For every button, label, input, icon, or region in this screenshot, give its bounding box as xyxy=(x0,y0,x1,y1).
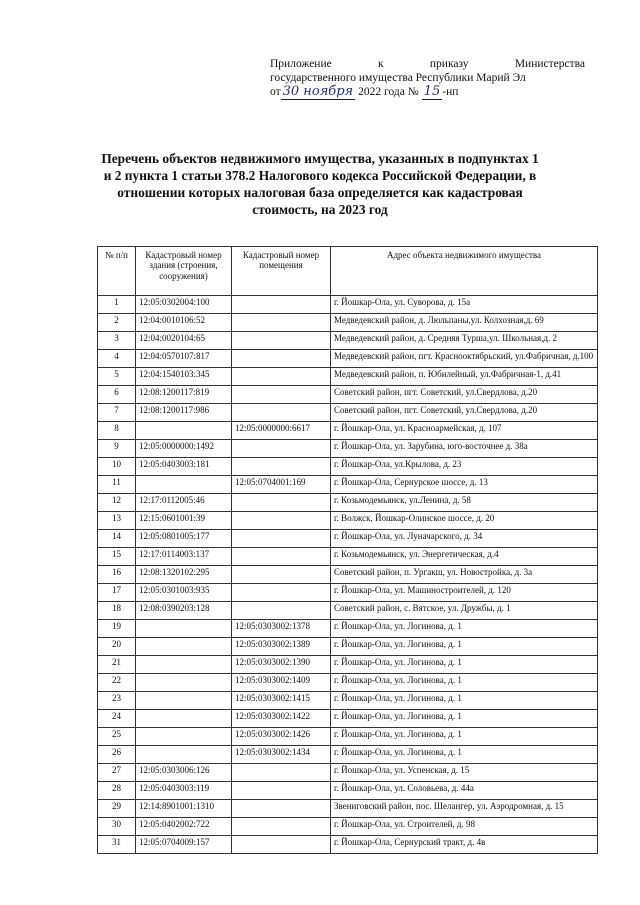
document-title: Перечень объектов недвижимого имущества, указанных в подпунктах 1 и 2 пункта 1 статьи 378.2 Налогового кодекса Российской Федерации, в отношении которых налоговая база определяется как кадастровая стоимость, на 2023 год xyxy=(101,151,539,217)
handwritten-date: 30 ноября xyxy=(282,84,354,99)
table-row xyxy=(98,674,598,692)
premises-cadastral: 12:05:0303002:1415 xyxy=(232,692,331,710)
address: Советский район, пгт. Советский, ул.Свердлова, д.20 xyxy=(331,386,598,404)
address: Советский район, п. Ургакш, ул. Новостройка, д. 3а xyxy=(331,566,598,584)
row-number: 22 xyxy=(98,674,136,692)
premises-cadastral xyxy=(232,314,331,332)
premises-cadastral xyxy=(232,404,331,422)
header-premises-cadastral: Кадастровый номер помещения xyxy=(232,247,331,296)
address: г. Йошкар-Ола, Сернурский тракт, д. 4в xyxy=(331,836,598,854)
address: г. Йошкар-Ола, ул. Логинова, д. 1 xyxy=(331,692,598,710)
appendix-word: к xyxy=(378,58,384,70)
row-number: 28 xyxy=(98,782,136,800)
address: г. Йошкар-Ола, ул. Соловьева, д. 44а xyxy=(331,782,598,800)
address: г. Йошкар-Ола, Сернурское шоссе, д. 13 xyxy=(331,476,598,494)
row-number: 29 xyxy=(98,800,136,818)
building-cadastral xyxy=(136,638,232,656)
premises-cadastral xyxy=(232,440,331,458)
building-cadastral: 12:08:1320102:295 xyxy=(136,566,232,584)
building-cadastral: 12:08:1200117:819 xyxy=(136,386,232,404)
row-number: 24 xyxy=(98,710,136,728)
premises-cadastral xyxy=(232,296,331,314)
building-cadastral: 12:08:1200117:986 xyxy=(136,404,232,422)
table-row xyxy=(98,764,598,782)
premises-cadastral xyxy=(232,350,331,368)
header-building-cadastral: Кадастровый номер здания (строения, сооружения) xyxy=(136,247,232,296)
address: г. Йошкар-Ола, ул. Логинова, д. 1 xyxy=(331,638,598,656)
building-cadastral xyxy=(136,710,232,728)
table-row xyxy=(98,404,598,422)
appendix-word: Приложение xyxy=(270,58,332,70)
table-row xyxy=(98,836,598,854)
premises-cadastral xyxy=(232,332,331,350)
row-number: 7 xyxy=(98,404,136,422)
building-cadastral: 12:04:0010106:52 xyxy=(136,314,232,332)
table-row xyxy=(98,332,598,350)
appendix-suffix: -нп xyxy=(442,86,459,98)
header-number: № п/п xyxy=(98,247,136,296)
building-cadastral xyxy=(136,620,232,638)
address: г. Йошкар-Ола, ул. Зарубина, юго-восточнее д. 38а xyxy=(331,440,598,458)
table-row xyxy=(98,620,598,638)
premises-cadastral: 12:05:0303002:1409 xyxy=(232,674,331,692)
address: г. Волжск, Йошкар-Олинское шоссе, д. 20 xyxy=(331,512,598,530)
table-row xyxy=(98,584,598,602)
row-number: 6 xyxy=(98,386,136,404)
building-cadastral: 12:08:0390203:128 xyxy=(136,602,232,620)
row-number: 1 xyxy=(98,296,136,314)
table-row xyxy=(98,350,598,368)
row-number: 4 xyxy=(98,350,136,368)
table-row xyxy=(98,656,598,674)
address: Медведевский район, пгт. Краснооктябрьский, ул.Фабричная, д.100 xyxy=(331,350,598,368)
table-row xyxy=(98,728,598,746)
building-cadastral: 12:05:0704009:157 xyxy=(136,836,232,854)
premises-cadastral: 12:05:0303002:1422 xyxy=(232,710,331,728)
appendix-block xyxy=(270,57,585,100)
table-row xyxy=(98,368,598,386)
address: г. Йошкар-Ола, ул.Крылова, д. 23 xyxy=(331,458,598,476)
premises-cadastral: 12:05:0704001:169 xyxy=(232,476,331,494)
premises-cadastral xyxy=(232,458,331,476)
address: г. Йошкар-Ола, ул. Логинова, д. 1 xyxy=(331,620,598,638)
appendix-word: приказу xyxy=(429,58,469,70)
address: г. Йошкар-Ола, ул. Луначарского, д. 34 xyxy=(331,530,598,548)
table-row xyxy=(98,602,598,620)
building-cadastral: 12:05:0301003:935 xyxy=(136,584,232,602)
address: Советский район, с. Вятское, ул. Дружбы, д. 1 xyxy=(331,602,598,620)
building-cadastral xyxy=(136,422,232,440)
premises-cadastral xyxy=(232,584,331,602)
building-cadastral: 12:05:0303006:126 xyxy=(136,764,232,782)
premises-cadastral xyxy=(232,548,331,566)
address: г. Йошкар-Ола, ул. Логинова, д. 1 xyxy=(331,746,598,764)
building-cadastral xyxy=(136,728,232,746)
table-row xyxy=(98,782,598,800)
row-number: 14 xyxy=(98,530,136,548)
table-header-row xyxy=(98,247,598,296)
building-cadastral: 12:05:0302004:100 xyxy=(136,296,232,314)
row-number: 18 xyxy=(98,602,136,620)
address: Медведевский район, д. Средняя Турша,ул. Школьная,д. 2 xyxy=(331,332,598,350)
row-number: 16 xyxy=(98,566,136,584)
appendix-line-2: государственного имущества Республики Марий Эл xyxy=(270,72,526,84)
table-row xyxy=(98,530,598,548)
row-number: 20 xyxy=(98,638,136,656)
premises-cadastral xyxy=(232,602,331,620)
table-row xyxy=(98,314,598,332)
building-cadastral: 12:14:8901001:1310 xyxy=(136,800,232,818)
building-cadastral xyxy=(136,476,232,494)
building-cadastral xyxy=(136,656,232,674)
building-cadastral: 12:05:0000000:1492 xyxy=(136,440,232,458)
premises-cadastral: 12:05:0303002:1378 xyxy=(232,620,331,638)
address: Медведевский район, п. Юбилейный, ул.Фабричная-1, д.41 xyxy=(331,368,598,386)
row-number: 10 xyxy=(98,458,136,476)
address: г. Йошкар-Ола, ул. Логинова, д. 1 xyxy=(331,728,598,746)
address: г. Йошкар-Ола, ул. Строителей, д. 98 xyxy=(331,818,598,836)
table-row xyxy=(98,476,598,494)
building-cadastral: 12:17:0114003:137 xyxy=(136,548,232,566)
table-row xyxy=(98,800,598,818)
row-number: 13 xyxy=(98,512,136,530)
table-row xyxy=(98,566,598,584)
building-cadastral xyxy=(136,746,232,764)
address: г. Йошкар-Ола, ул. Суворова, д. 15а xyxy=(331,296,598,314)
appendix-line-1 xyxy=(270,57,585,71)
address: Медведевский район, д. Люльпаны,ул. Колхозная,д. 69 xyxy=(331,314,598,332)
row-number: 5 xyxy=(98,368,136,386)
building-cadastral: 12:04:0020104:65 xyxy=(136,332,232,350)
building-cadastral: 12:04:0570107:817 xyxy=(136,350,232,368)
address: г. Йошкар-Ола, ул. Успенская, д. 15 xyxy=(331,764,598,782)
row-number: 25 xyxy=(98,728,136,746)
premises-cadastral xyxy=(232,764,331,782)
address: Звениговский район, пос. Шелангер, ул. Аэродромная, д. 15 xyxy=(331,800,598,818)
premises-cadastral xyxy=(232,782,331,800)
premises-cadastral xyxy=(232,494,331,512)
handwritten-number: 15 xyxy=(423,84,441,99)
table-row xyxy=(98,692,598,710)
address: г. Йошкар-Ола, ул. Машиностроителей, д. 120 xyxy=(331,584,598,602)
row-number: 9 xyxy=(98,440,136,458)
address: г. Йошкар-Ола, ул. Красноармейская, д. 107 xyxy=(331,422,598,440)
premises-cadastral: 12:05:0303002:1434 xyxy=(232,746,331,764)
building-cadastral: 12:05:0403003:181 xyxy=(136,458,232,476)
row-number: 12 xyxy=(98,494,136,512)
premises-cadastral xyxy=(232,800,331,818)
address: г. Йошкар-Ола, ул. Логинова, д. 1 xyxy=(331,674,598,692)
row-number: 8 xyxy=(98,422,136,440)
row-number: 17 xyxy=(98,584,136,602)
appendix-year: 2022 года № xyxy=(358,86,419,98)
building-cadastral: 12:05:0403003:119 xyxy=(136,782,232,800)
row-number: 21 xyxy=(98,656,136,674)
table-row xyxy=(98,458,598,476)
premises-cadastral xyxy=(232,386,331,404)
table-row xyxy=(98,422,598,440)
row-number: 27 xyxy=(98,764,136,782)
table-row xyxy=(98,548,598,566)
table-row xyxy=(98,710,598,728)
address: г. Козьмодемьянск, ул.Ленина, д. 58 xyxy=(331,494,598,512)
table-row xyxy=(98,494,598,512)
address: г. Йошкар-Ола, ул. Логинова, д. 1 xyxy=(331,710,598,728)
address: Советский район, пгт. Советский, ул.Свердлова, д.20 xyxy=(331,404,598,422)
address: г. Йошкар-Ола, ул. Логинова, д. 1 xyxy=(331,656,598,674)
table-row xyxy=(98,440,598,458)
building-cadastral: 12:05:0402002:722 xyxy=(136,818,232,836)
row-number: 26 xyxy=(98,746,136,764)
premises-cadastral: 12:05:0303002:1389 xyxy=(232,638,331,656)
property-table xyxy=(97,246,598,854)
premises-cadastral xyxy=(232,512,331,530)
row-number: 15 xyxy=(98,548,136,566)
header-address: Адрес объекта недвижимого имущества xyxy=(331,247,598,296)
building-cadastral: 12:17:0112005:46 xyxy=(136,494,232,512)
table-row xyxy=(98,746,598,764)
row-number: 19 xyxy=(98,620,136,638)
premises-cadastral xyxy=(232,368,331,386)
premises-cadastral xyxy=(232,818,331,836)
row-number: 23 xyxy=(98,692,136,710)
appendix-word: Министерства xyxy=(514,58,585,70)
appendix-prefix: от xyxy=(270,86,281,98)
premises-cadastral xyxy=(232,530,331,548)
row-number: 2 xyxy=(98,314,136,332)
table-row xyxy=(98,512,598,530)
row-number: 30 xyxy=(98,818,136,836)
table-row xyxy=(98,296,598,314)
table-row xyxy=(98,818,598,836)
premises-cadastral xyxy=(232,566,331,584)
building-cadastral: 12:05:0801005:177 xyxy=(136,530,232,548)
premises-cadastral: 12:05:0000000:6617 xyxy=(232,422,331,440)
premises-cadastral: 12:05:0303002:1426 xyxy=(232,728,331,746)
building-cadastral: 12:04:1540103:345 xyxy=(136,368,232,386)
table-row xyxy=(98,638,598,656)
premises-cadastral xyxy=(232,836,331,854)
row-number: 11 xyxy=(98,476,136,494)
building-cadastral xyxy=(136,692,232,710)
address: г. Козьмодемьянск, ул. Энергетическая, д.4 xyxy=(331,548,598,566)
building-cadastral: 12:15:0601001:39 xyxy=(136,512,232,530)
row-number: 3 xyxy=(98,332,136,350)
building-cadastral xyxy=(136,674,232,692)
premises-cadastral: 12:05:0303002:1390 xyxy=(232,656,331,674)
table-row xyxy=(98,386,598,404)
appendix-line-3 xyxy=(270,85,585,100)
row-number: 31 xyxy=(98,836,136,854)
